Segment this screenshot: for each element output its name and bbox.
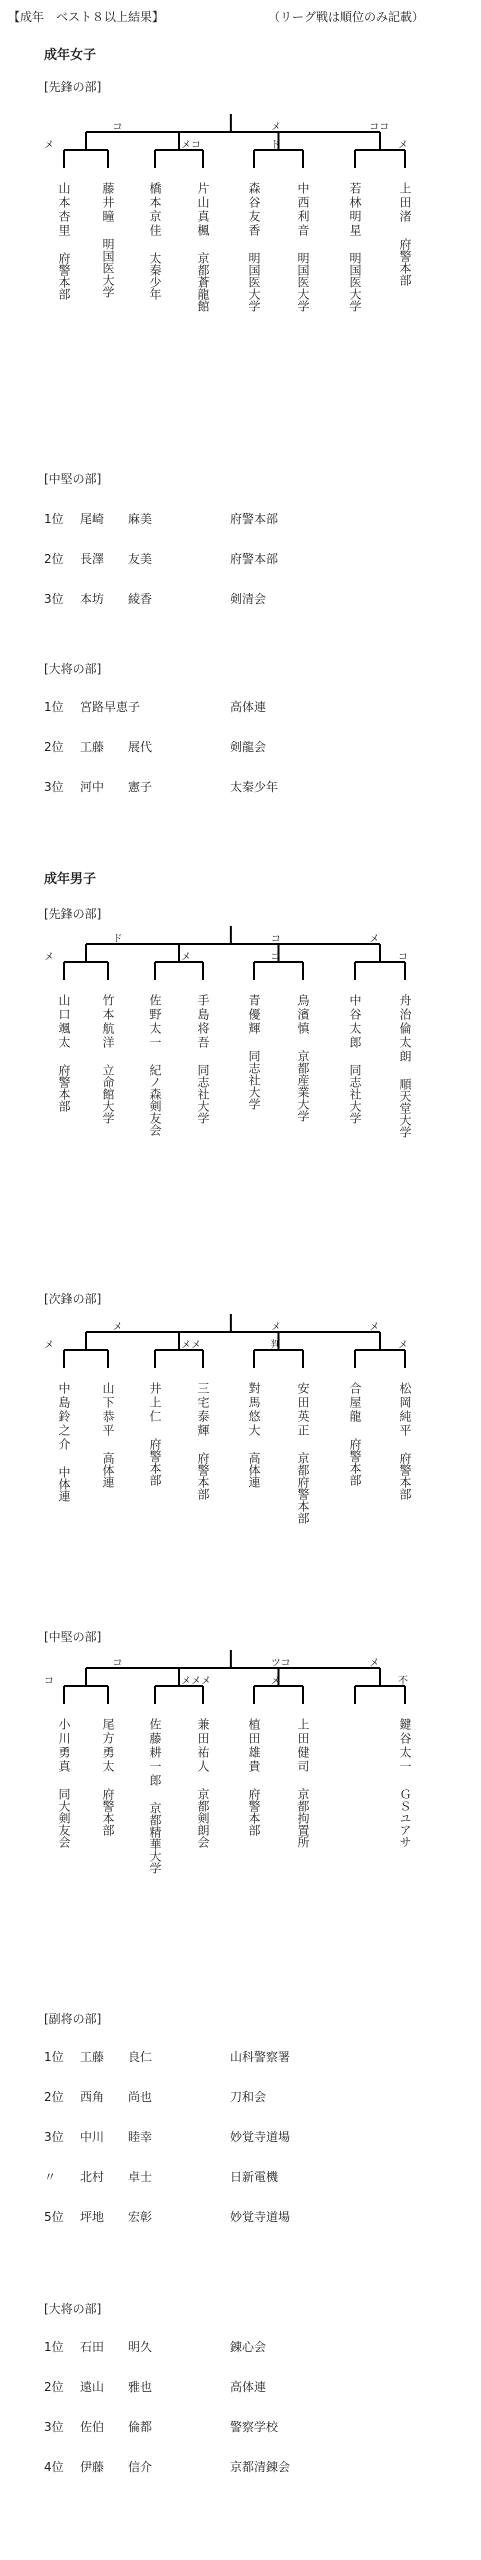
player-club: 中体連: [57, 1466, 71, 1502]
rank-row: [44, 2128, 424, 2144]
family-name: 工藤: [80, 2050, 105, 2064]
player-column: [347, 1382, 363, 1486]
family-name: 河中: [80, 780, 105, 794]
header-right: （リーグ戦は順位のみ記載）: [268, 10, 425, 24]
club-name: 剣清会: [230, 592, 267, 606]
player-name: 若林明星: [348, 182, 362, 238]
given-name: 友美: [128, 552, 153, 566]
player-club: 府警本部: [398, 238, 412, 286]
player-name: 上田健司: [296, 1718, 310, 1774]
player-club: 太秦少年: [148, 252, 162, 300]
women-title: 成年女子: [44, 48, 97, 63]
rank-label: 2位: [44, 2380, 64, 2394]
win-mark: メ: [398, 140, 408, 151]
win-mark: ド: [270, 140, 281, 151]
club-name: 剣龍会: [230, 740, 267, 754]
family-name: 中川: [80, 2130, 105, 2144]
player-club: 明国医大学: [247, 252, 261, 312]
rank-row: [44, 590, 424, 606]
rank-row: [44, 2088, 424, 2104]
club-name: 太秦少年: [230, 780, 279, 794]
player-column: [246, 182, 262, 312]
win-mark: 不: [398, 1676, 408, 1687]
player-column: [397, 1382, 413, 1500]
header-left: 【成年 ベスト８以上結果】: [8, 10, 165, 24]
player-club: 京都拘置所: [296, 1788, 310, 1848]
family-name: 遠山: [80, 2380, 105, 2394]
win-mark: ココ: [369, 122, 390, 133]
rank-row: [44, 510, 424, 526]
win-mark: メ: [369, 934, 380, 945]
men-taisho-title: [大将の部]: [44, 2302, 102, 2316]
player-column: [397, 182, 413, 286]
rank-row: [44, 2418, 424, 2434]
women-chuken-title: [中堅の部]: [44, 472, 102, 486]
player-name: 山本杏里: [57, 182, 71, 238]
player-column: [147, 1382, 163, 1486]
player-name: 松岡純平: [398, 1382, 412, 1438]
given-name: 綾香: [128, 592, 153, 606]
rank-label: 1位: [44, 700, 64, 714]
family-name: 尾崎: [80, 512, 105, 526]
family-name: 長澤: [80, 552, 105, 566]
player-column: [397, 1718, 413, 1848]
given-name: 卓士: [128, 2170, 153, 2184]
given-name: 尚也: [128, 2090, 153, 2104]
given-name: 睦幸: [128, 2130, 153, 2144]
family-name: 本坊: [80, 592, 105, 606]
rank-label: 3位: [44, 780, 64, 794]
rank-row: [44, 738, 424, 754]
player-column: [295, 994, 311, 1122]
player-club: 府警本部: [57, 1064, 71, 1112]
win-mark: メ: [44, 140, 54, 151]
win-mark: メ: [44, 1340, 54, 1351]
rank-label: 1位: [44, 2340, 64, 2354]
given-name: 明久: [128, 2340, 153, 2354]
player-name: 尾方勇太: [101, 1718, 115, 1774]
player-name: 鍵谷太一: [398, 1718, 412, 1774]
rank-row: [44, 2048, 424, 2064]
player-column: [246, 1382, 262, 1488]
player-club: 府警本部: [196, 1452, 210, 1500]
club-name: 妙覚寺道場: [230, 2210, 291, 2224]
player-club: 明国医大学: [348, 252, 362, 312]
club-name: 錬心会: [230, 2340, 267, 2354]
rank-row: [44, 778, 424, 794]
rank-label: 3位: [44, 592, 64, 606]
win-mark: メ: [369, 1658, 380, 1669]
given-name: 宏彰: [128, 2210, 153, 2224]
player-name: 佐野太一: [148, 994, 162, 1050]
player-name: 兼田祐人: [196, 1718, 210, 1774]
player-club: 府警本部: [247, 1788, 261, 1836]
win-mark: メ: [112, 1322, 123, 1333]
given-name: 良仁: [128, 2050, 153, 2064]
player-column: [100, 182, 116, 298]
club-name: 警察学校: [230, 2420, 279, 2434]
player-column: [56, 182, 72, 300]
player-column: [347, 182, 363, 312]
player-column: [397, 994, 413, 1138]
player-column: [295, 1718, 311, 1848]
family-name: 工藤: [80, 740, 105, 754]
rank-row: [44, 2458, 424, 2474]
player-club: 府警本部: [57, 252, 71, 300]
player-column: [195, 1718, 211, 1848]
player-club: 同大剣友会: [57, 1788, 71, 1848]
player-name: 佐藤耕一郎: [148, 1718, 162, 1788]
player-name: 森谷友香: [247, 182, 261, 238]
club-name: 高体連: [230, 2380, 267, 2394]
player-name: 青優輝: [247, 994, 261, 1036]
win-mark: コ: [44, 1676, 54, 1687]
player-name: 上田渚: [398, 182, 412, 224]
win-mark: メ: [270, 122, 281, 133]
player-club: 明国医大学: [101, 238, 115, 298]
player-name: 手島将吾: [196, 994, 210, 1050]
club-name: 刀和会: [230, 2090, 267, 2104]
player-column: [195, 994, 211, 1124]
rank-label: 3位: [44, 2420, 64, 2434]
player-club: 同志社大学: [247, 1050, 261, 1110]
player-club: 明国医大学: [296, 252, 310, 312]
player-column: [195, 1382, 211, 1500]
player-club: 京都精華大学: [148, 1802, 162, 1874]
player-column: [147, 182, 163, 300]
win-mark: 判: [270, 1340, 281, 1351]
men-chuken-title: [中堅の部]: [44, 1630, 102, 1644]
player-name: 竹本航洋: [101, 994, 115, 1050]
player-column: [100, 1718, 116, 1836]
player-club: 高体連: [101, 1452, 115, 1488]
player-name: 舟治倫太朗: [398, 994, 412, 1064]
win-mark: メメ: [181, 1340, 201, 1351]
player-column: [295, 182, 311, 312]
win-mark: メ: [398, 1340, 408, 1351]
player-name: 對馬悠大: [247, 1382, 261, 1438]
player-name: 安田英正: [296, 1382, 310, 1438]
family-name: 石田: [80, 2340, 105, 2354]
family-name: 佐伯: [80, 2420, 105, 2434]
family-name: 西角: [80, 2090, 105, 2104]
men-title: 成年男子: [44, 872, 97, 887]
player-column: [195, 182, 211, 312]
player-name: 片山真楓: [196, 182, 210, 238]
player-club: 京都剣朗会: [196, 1788, 210, 1848]
player-column: [246, 1718, 262, 1836]
given-name: 憲子: [128, 780, 153, 794]
rank-label: 5位: [44, 2210, 64, 2224]
player-name: 鳥濱慎: [296, 994, 310, 1036]
given-name: 麻美: [128, 512, 153, 526]
player-name: 中谷太郎: [348, 994, 362, 1050]
club-name: 妙覚寺道場: [230, 2130, 291, 2144]
player-column: [56, 1382, 72, 1502]
men-fukusho-title: [副将の部]: [44, 2012, 102, 2026]
player-column: [246, 994, 262, 1110]
win-mark: メ: [44, 952, 54, 963]
club-name: 高体連: [230, 700, 267, 714]
player-club: 府警本部: [148, 1438, 162, 1486]
women-senpo-title: [先鋒の部]: [44, 80, 102, 94]
player-name: 植田雄貴: [247, 1718, 261, 1774]
women-taisho-title: [大将の部]: [44, 662, 102, 676]
win-mark: メ: [270, 1676, 281, 1687]
club-name: 日新電機: [230, 2170, 279, 2184]
player-club: 府警本部: [101, 1788, 115, 1836]
player-name: 藤井瞳: [101, 182, 115, 224]
family-name: 坪地: [80, 2210, 105, 2224]
player-column: [147, 1718, 163, 1874]
win-mark: メ: [369, 1322, 380, 1333]
rank-label: 3位: [44, 2130, 64, 2144]
player-club: 同志社大学: [348, 1064, 362, 1124]
family-name: 北村: [80, 2170, 105, 2184]
rank-label: 4位: [44, 2460, 64, 2474]
rank-row: [44, 550, 424, 566]
player-club: 府警本部: [348, 1438, 362, 1486]
win-mark: コ: [112, 1658, 123, 1669]
rank-row: [44, 2168, 424, 2184]
player-name: 合屋龍: [348, 1382, 362, 1424]
club-name: 府警本部: [230, 552, 279, 566]
club-name: 京都清錬会: [230, 2460, 291, 2474]
win-mark: メメメ: [181, 1676, 211, 1687]
player-club: 紀ノ森剣友会: [148, 1064, 162, 1136]
given-name: 展代: [128, 740, 153, 754]
win-mark: メ: [270, 1322, 281, 1333]
player-name: 三宅泰輝: [196, 1382, 210, 1438]
rank-label: 1位: [44, 2050, 64, 2064]
player-club: 順天堂大学: [398, 1078, 412, 1138]
win-mark: コ: [398, 952, 408, 963]
rank-label: 2位: [44, 2090, 64, 2104]
given-name: 信介: [128, 2460, 153, 2474]
win-mark: ド: [112, 934, 123, 945]
win-mark: コ: [112, 122, 123, 133]
player-name: 橋本京佳: [148, 182, 162, 238]
win-mark: コ: [270, 934, 281, 945]
player-club: 高体連: [247, 1452, 261, 1488]
rank-row: [44, 2378, 424, 2394]
player-name: 山口颯太: [57, 994, 71, 1050]
win-mark: コ: [270, 952, 281, 963]
player-club: ＧＳユアサ: [398, 1788, 412, 1848]
men-senpo-title: [先鋒の部]: [44, 907, 102, 921]
player-name: 小川勇真: [57, 1718, 71, 1774]
rank-row: [44, 698, 424, 714]
given-name: 倫都: [128, 2420, 153, 2434]
rank-label: 〃: [44, 2170, 57, 2184]
player-column: [56, 994, 72, 1112]
rank-label: 1位: [44, 512, 64, 526]
rank-row: [44, 2208, 424, 2224]
given-name: 雅也: [128, 2380, 153, 2394]
player-name: 中西利音: [296, 182, 310, 238]
player-column: [147, 994, 163, 1136]
player-column: [56, 1718, 72, 1848]
player-name: 中島鈴之介: [57, 1382, 71, 1452]
player-column: [295, 1382, 311, 1524]
player-name: 山下恭平: [101, 1382, 115, 1438]
player-name: 井上仁: [148, 1382, 162, 1424]
player-column: [347, 994, 363, 1124]
player-club: 京都産業大学: [296, 1050, 310, 1122]
player-club: 京都府警本部: [296, 1452, 310, 1524]
player-column: [100, 994, 116, 1124]
rank-row: [44, 2338, 424, 2354]
family-name: 宮路早恵子: [80, 700, 141, 714]
player-club: 同志社大学: [196, 1064, 210, 1124]
family-name: 伊藤: [80, 2460, 105, 2474]
player-column: [100, 1382, 116, 1488]
club-name: 府警本部: [230, 512, 279, 526]
win-mark: ツコ: [270, 1658, 291, 1669]
men-jiho-title: [次鋒の部]: [44, 1292, 102, 1306]
rank-label: 2位: [44, 740, 64, 754]
rank-label: 2位: [44, 552, 64, 566]
player-club: 京都蒼龍館: [196, 252, 210, 312]
player-club: 府警本部: [398, 1452, 412, 1500]
player-club: 立命館大学: [101, 1064, 115, 1124]
win-mark: メ: [181, 952, 191, 963]
club-name: 山科警察署: [230, 2050, 291, 2064]
win-mark: メコ: [181, 140, 201, 151]
